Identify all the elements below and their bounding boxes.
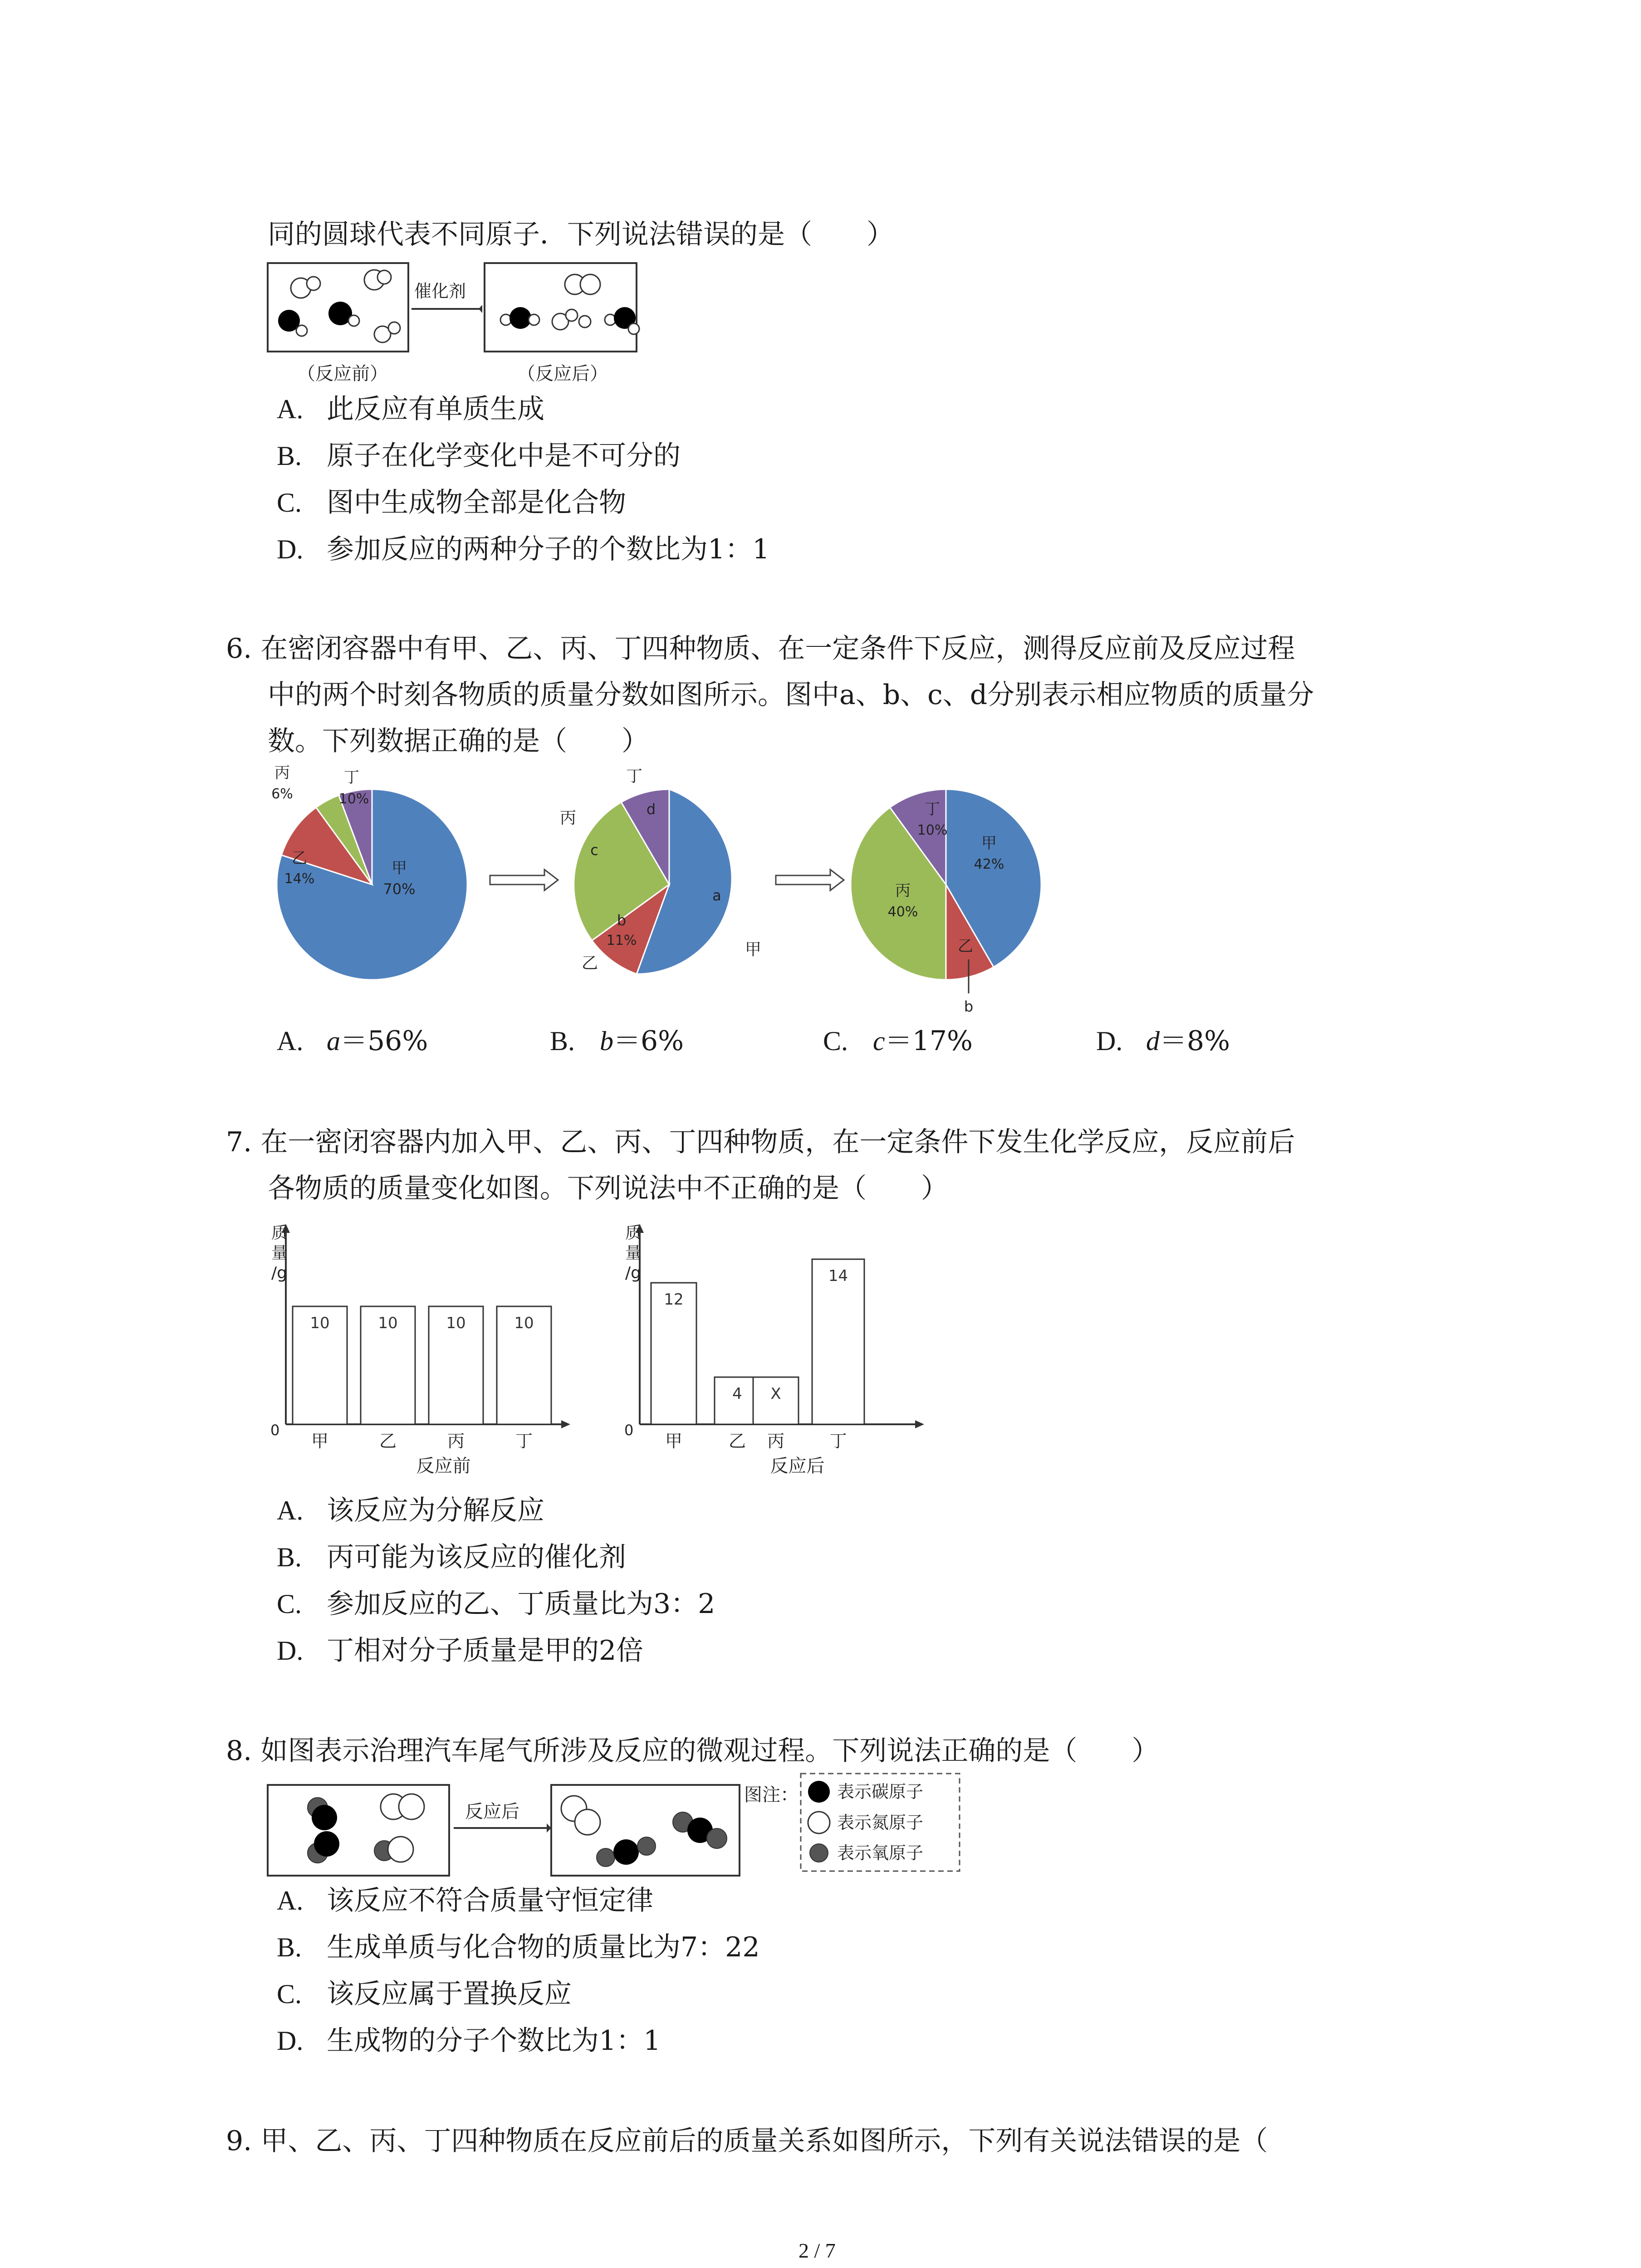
svg-text:14%: 14% [284,871,315,887]
bar-value-label: 12 [664,1290,684,1309]
q9-stem: 9. 甲、乙、丙、丁四种物质在反应前后的质量关系如图所示，下列有关说法错误的是（ [226,2125,1268,2157]
q8-molecule-figure [265,1771,971,1880]
q7-stem-line1: 7. 在一密闭容器内加入甲、乙、丙、丁四种物质，在一定条件下发生化学反应，反应前后 [226,1126,1295,1158]
q6-pie-figure [263,764,1062,1018]
q7-chart-after [622,1220,953,1492]
page-number: 2 / 7 [798,2239,836,2262]
svg-text:表示氮原子: 表示氮原子 [837,1813,924,1833]
bar-value-label: 4 [732,1385,742,1403]
bar-value-label: 14 [828,1267,848,1285]
svg-text:42%: 42% [974,856,1004,872]
bar-value-label: 10 [446,1314,466,1332]
category-label: 丙 [447,1431,465,1451]
x-axis-arrow [915,1420,924,1428]
x-axis-arrow [561,1420,570,1428]
svg-text:甲: 甲 [392,859,407,877]
q7-option-d[interactable]: D. 丁相对分子质量是甲的2倍 [277,1635,644,1667]
bar-value-label: 10 [378,1314,398,1332]
q8-option-d[interactable]: D. 生成物的分子个数比为1：1 [277,2025,661,2057]
q6-stem-line2: 中的两个时刻各物质的质量分数如图所示。图中a、b、c、d分别表示相应物质的质量分 [268,679,1314,711]
svg-text:乙: 乙 [292,849,307,867]
q6-option-c[interactable]: C. c＝17% [823,1025,973,1057]
svg-text:丁: 丁 [925,800,940,818]
y-axis-label: /g [271,1264,287,1282]
svg-text:乙: 乙 [581,954,598,973]
q5-molecule-figure [265,261,647,390]
svg-text:70%: 70% [383,880,416,898]
q7-option-c[interactable]: C. 参加反应的乙、丁质量比为3：2 [277,1588,715,1620]
svg-text:d: d [646,801,656,818]
svg-text:a: a [712,887,721,904]
q6-option-a[interactable]: A. a＝56% [277,1025,428,1057]
category-label: 丙 [767,1431,785,1451]
q5-option-a[interactable]: A. 此反应有单质生成 [277,393,544,425]
q6-option-b[interactable]: B. b＝6% [550,1025,684,1057]
before-label: （反应前） [297,363,388,384]
svg-text:11%: 11% [606,933,637,948]
q5-stem-continued: 同的圆球代表不同原子．下列说法错误的是（ ） [268,219,894,250]
svg-text:表示氧原子: 表示氧原子 [837,1843,924,1863]
q5-option-b[interactable]: B. 原子在化学变化中是不可分的 [277,440,681,472]
y-axis-label: 质 [625,1224,642,1242]
q8-stem: 8. 如图表示治理汽车尾气所涉及反应的微观过程。下列说法正确的是（ ） [226,1735,1159,1767]
svg-text:甲: 甲 [745,940,762,959]
svg-text:丁: 丁 [626,767,643,786]
category-label: 乙 [379,1431,397,1451]
q7-option-a[interactable]: A. 该反应为分解反应 [277,1495,544,1526]
q8-option-b[interactable]: B. 生成单质与化合物的质量比为7：22 [277,1931,760,1963]
q8-option-c[interactable]: C. 该反应属于置换反应 [277,1978,572,2010]
bar-value-label: X [770,1385,781,1403]
svg-text:丁: 丁 [344,768,359,787]
q6-stem-line1: 6. 在密闭容器中有甲、乙、丙、丁四种物质、在一定条件下反应，测得反应前及反应过程 [226,633,1295,665]
svg-text:6%: 6% [271,786,293,802]
svg-text:乙: 乙 [958,937,973,955]
svg-text:c: c [590,841,598,859]
axis-origin: 0 [624,1422,634,1439]
q5-option-c[interactable]: C. 图中生成物全部是化合物 [277,487,626,518]
svg-text:表示碳原子: 表示碳原子 [837,1782,924,1802]
y-axis-label: 量 [625,1244,642,1262]
legend-title: 图注： [744,1784,798,1805]
category-label: 丁 [829,1431,847,1451]
q6-option-d[interactable]: D. d＝8% [1096,1025,1230,1057]
bar-value-label: 10 [310,1314,330,1332]
q7-chart-before [268,1220,599,1492]
svg-text:10%: 10% [338,791,369,807]
category-label: 乙 [728,1431,746,1451]
q8-arrow-label: 反应后 [465,1801,519,1822]
svg-text:10%: 10% [917,822,948,838]
category-label: 甲 [665,1431,683,1451]
category-label: 丁 [515,1431,533,1451]
q7-option-b[interactable]: B. 丙可能为该反应的催化剂 [277,1541,626,1573]
q5-option-d[interactable]: D. 参加反应的两种分子的个数比为1：1 [277,533,770,565]
catalyst-label: 催化剂 [414,281,466,301]
after-label: （反应后） [517,363,608,384]
q6-stem-line3: 数。下列数据正确的是（ ） [268,725,649,757]
chart-caption: 反应后 [770,1456,825,1476]
q7-stem-line2: 各物质的质量变化如图。下列说法中不正确的是（ ） [268,1173,948,1204]
axis-origin: 0 [270,1422,280,1439]
q8-option-a[interactable]: A. 该反应不符合质量守恒定律 [277,1885,653,1916]
y-axis-label: 量 [271,1244,288,1262]
svg-text:40%: 40% [887,904,918,920]
category-label: 甲 [311,1431,329,1451]
chart-caption: 反应前 [416,1456,471,1476]
svg-text:丙: 丙 [274,764,290,782]
svg-text:丙: 丙 [895,882,911,900]
svg-text:b: b [617,912,627,929]
svg-text:b: b [964,998,974,1015]
y-axis-label: 质 [271,1224,288,1242]
svg-text:丙: 丙 [559,809,577,827]
svg-text:甲: 甲 [981,834,997,852]
bar-value-label: 10 [514,1314,534,1332]
y-axis-label: /g [625,1264,641,1282]
